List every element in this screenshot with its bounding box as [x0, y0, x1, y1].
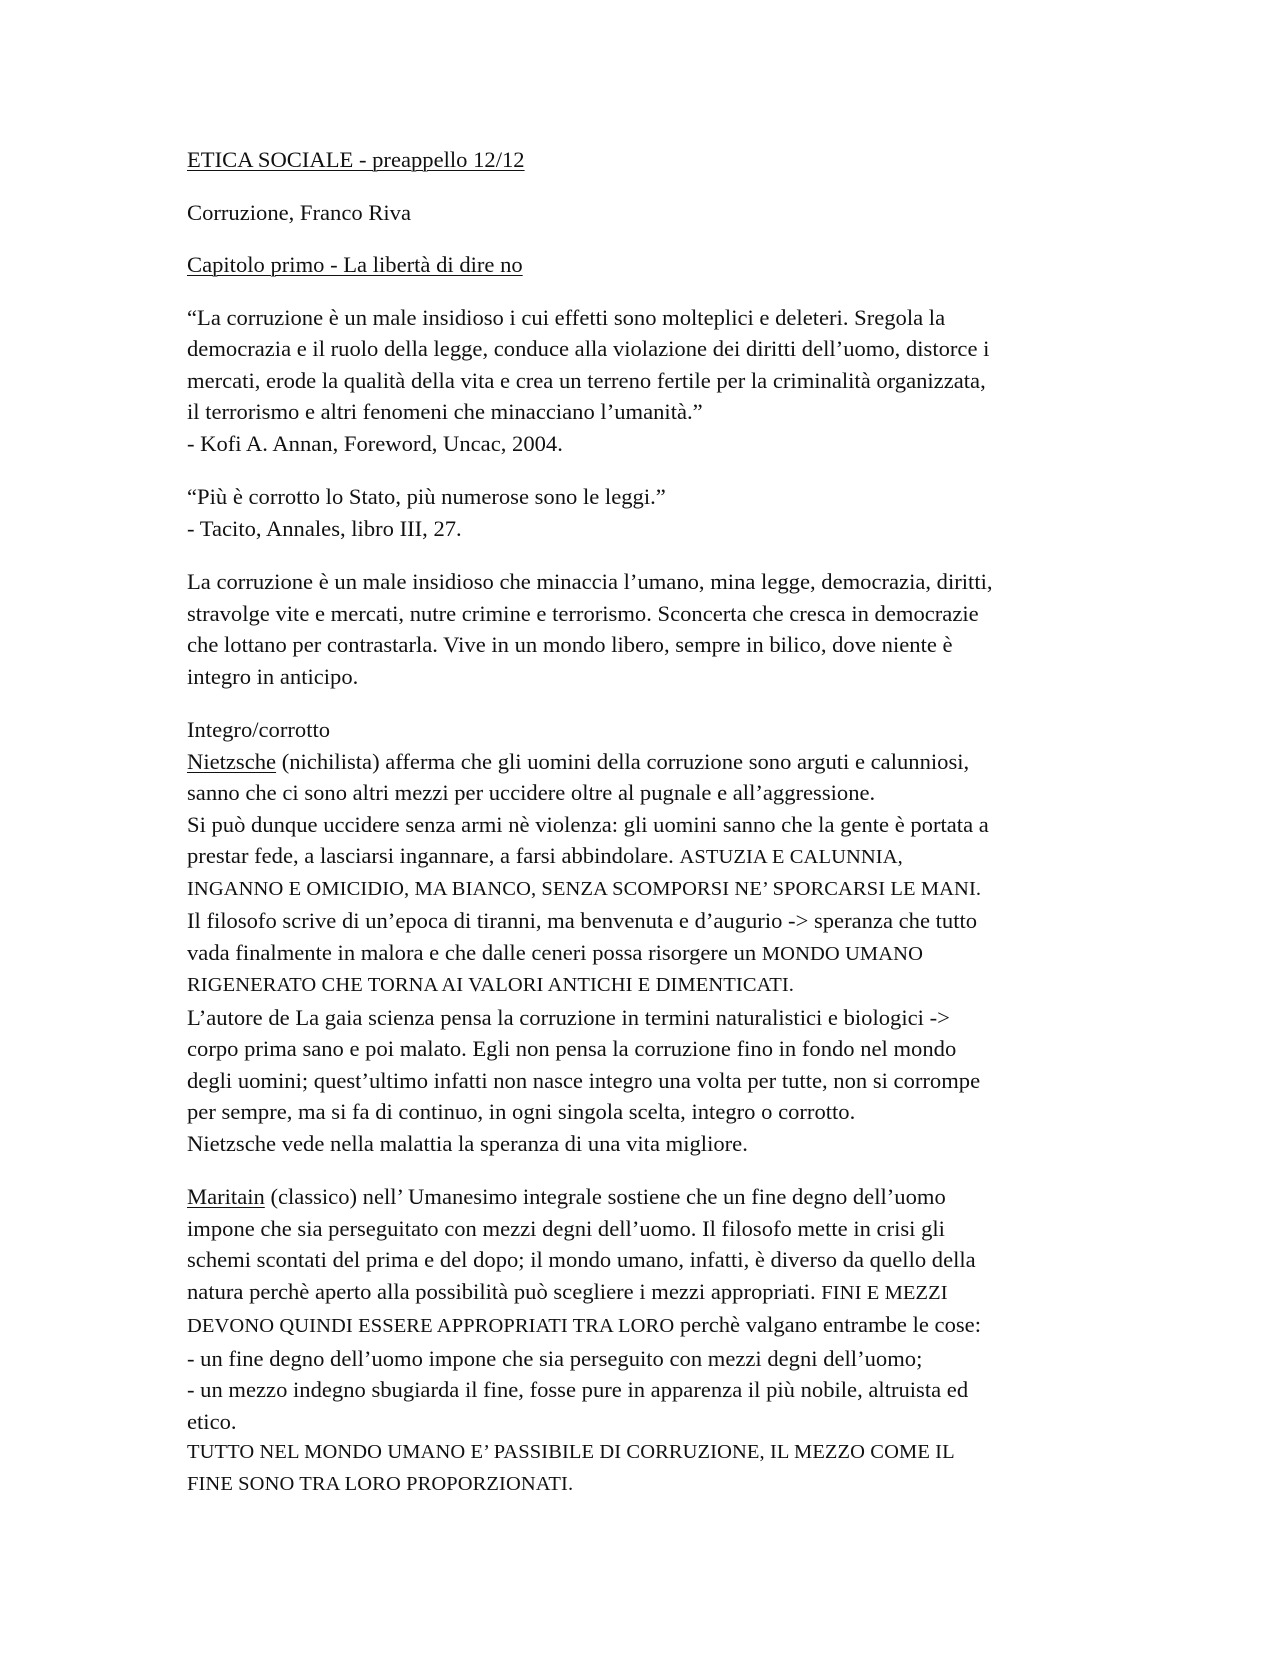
paragraph-text: (nichilista) afferma che gli uomini della corruzione sono arguti e calunniosi,	[276, 748, 970, 774]
paragraph-text: (classico) nell’ Umanesimo integrale sostiene che un fine degno dell’uomo	[264, 1184, 946, 1209]
emphasis-caps: MONDO UMANO	[761, 942, 923, 965]
section-subheading: Integro/corrotto	[187, 717, 331, 742]
emphasis-caps: INGANNO E OMICIDIO, MA BIANCO, SENZA SCOMPORSI NE’ SPORCARSI LE MANI.	[187, 877, 982, 900]
list-item: - un fine degno dell’uomo impone che sia perseguito con mezzi degni dell’uomo;	[187, 1345, 923, 1371]
emphasis-caps: FINE SONO TRA LORO PROPORZIONATI.	[187, 1472, 574, 1495]
quote-line: democrazia e il ruolo della legge, conduce alla violazione dei diritti dell’uomo, distorce i	[187, 336, 990, 361]
emphasis-caps: TUTTO NEL MONDO UMANO E’ PASSIBILE DI CORRUZIONE, IL MEZZO COME IL	[187, 1441, 955, 1463]
quote-line: mercati, erode la qualità della vita e crea un terreno fertile per la criminalità organizzata,	[187, 367, 986, 393]
quote-attribution: - Kofi A. Annan, Foreword, Uncac, 2004.	[187, 430, 563, 456]
paragraph-line: Si può dunque uccidere senza armi nè violenza: gli uomini sanno che la gente è portata a	[187, 811, 989, 837]
document-title: ETICA SOCIALE - preappello 12/12	[187, 147, 525, 172]
maritain-section	[187, 1181, 1087, 1500]
book-reference: Corruzione, Franco Riva	[187, 199, 411, 225]
quote-tacito	[187, 481, 1087, 544]
paragraph-text: natura perchè aperto alla possibilità può scegliere i mezzi appropriati.	[187, 1278, 822, 1304]
paragraph-text: perchè valgano entrambe le cose:	[674, 1312, 981, 1337]
paragraph-text: prestar fede, a lasciarsi ingannare, a farsi abbindolare.	[187, 843, 680, 868]
paragraph-line: stravolge vite e mercati, nutre crimine e terrorismo. Sconcerta che cresca in democrazie	[187, 600, 979, 626]
paragraph-line: corpo prima sano e poi malato. Egli non pensa la corruzione fino in fondo nel mondo	[187, 1036, 957, 1061]
quote-line: il terrorismo e altri fenomeni che minacciano l’umanità.”	[187, 399, 703, 424]
document-page	[187, 144, 1087, 1500]
nietzsche-section	[187, 714, 1087, 1159]
author-name-nietzsche: Nietzsche	[187, 748, 277, 774]
paragraph-line: Nietzsche vede nella malattia la speranza di una vita migliore.	[187, 1130, 748, 1156]
paragraph-line: La corruzione è un male insidioso che minaccia l’umano, mina legge, democrazia, diritti,	[187, 569, 993, 594]
paragraph-line: L’autore de La gaia scienza pensa la corruzione in termini naturalistici e biologici ->	[187, 1004, 950, 1030]
emphasis-caps: DEVONO QUINDI ESSERE APPROPRIATI TRA LORO	[187, 1315, 675, 1337]
chapter-heading: Capitolo primo - La libertà di dire no	[187, 252, 523, 277]
emphasis-caps: FINI E MEZZI	[821, 1281, 948, 1304]
quote-line: “La corruzione è un male insidioso i cui effetti sono molteplici e deleteri. Sregola la	[187, 304, 946, 330]
paragraph-line: integro in anticipo.	[187, 663, 359, 689]
paragraph-line: sanno che ci sono altri mezzi per uccidere oltre al pugnale e all’aggressione.	[187, 780, 876, 805]
paragraph-line: per sempre, ma si fa di continuo, in ogni singola scelta, integro o corrotto.	[187, 1099, 856, 1124]
paragraph-line: che lottano per contrastarla. Vive in un mondo libero, sempre in bilico, dove niente è	[187, 632, 953, 657]
paragraph-text: vada finalmente in malora e che dalle ceneri possa risorgere un	[187, 939, 762, 965]
paragraph-line: schemi scontati del prima e del dopo; il mondo umano, infatti, è diverso da quello della	[187, 1247, 976, 1272]
summary-paragraph	[187, 566, 1087, 692]
author-name-maritain: Maritain	[187, 1184, 265, 1209]
paragraph-line: impone che sia perseguitato con mezzi degni dell’uomo. Il filosofo mette in crisi gli	[187, 1215, 945, 1241]
emphasis-caps: RIGENERATO CHE TORNA AI VALORI ANTICHI E DIMENTICATI.	[187, 974, 795, 996]
quote-line: “Più è corrotto lo Stato, più numerose sono le leggi.”	[187, 484, 666, 509]
quote-annan	[187, 302, 1087, 460]
quote-attribution: - Tacito, Annales, libro III, 27.	[187, 515, 462, 541]
list-item: - un mezzo indegno sbugiarda il fine, fosse pure in apparenza il più nobile, altruista ed	[187, 1377, 969, 1402]
paragraph-line: etico.	[187, 1408, 237, 1434]
paragraph-line: Il filosofo scrive di un’epoca di tiranni, ma benvenuta e d’augurio -> speranza che tutto	[187, 908, 978, 933]
paragraph-line: degli uomini; quest’ultimo infatti non nasce integro una volta per tutte, non si corrompe	[187, 1067, 981, 1093]
emphasis-caps: ASTUZIA E CALUNNIA,	[679, 846, 903, 868]
